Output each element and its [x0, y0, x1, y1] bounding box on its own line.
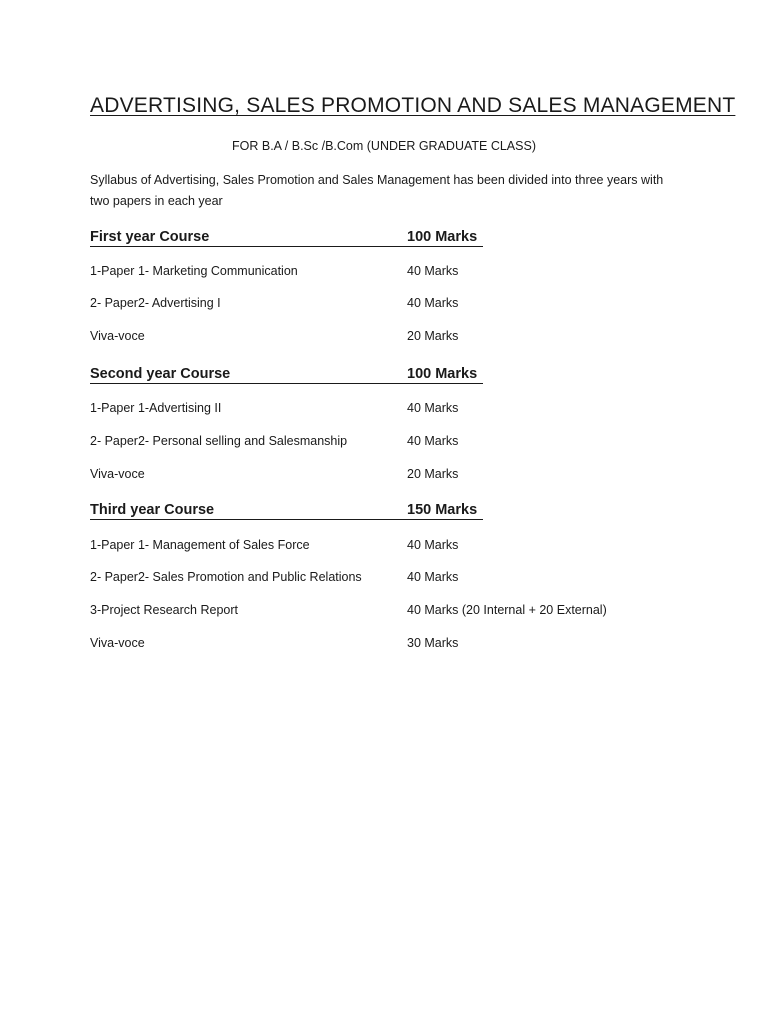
- course-marks: 20 Marks: [407, 467, 459, 481]
- course-row: [90, 570, 690, 588]
- section-marks: 150 Marks: [407, 502, 478, 518]
- course-marks: 40 Marks: [407, 264, 459, 278]
- course-marks: 40 Marks: [407, 570, 459, 584]
- course-row: [90, 636, 690, 654]
- course-name: 2- Paper2- Personal selling and Salesmanship: [90, 434, 348, 448]
- course-name: 2- Paper2- Sales Promotion and Public Relations: [90, 570, 362, 584]
- intro-paragraph: [90, 170, 690, 212]
- course-name: Viva-voce: [90, 467, 145, 481]
- course-name: Viva-voce: [90, 636, 145, 650]
- section-name: Third year Course: [90, 502, 215, 518]
- course-name: 1-Paper 1- Management of Sales Force: [90, 538, 310, 552]
- course-marks: 20 Marks: [407, 329, 459, 343]
- course-marks: 40 Marks: [407, 538, 459, 552]
- course-name: 2- Paper2- Advertising I: [90, 296, 221, 310]
- course-name: 1-Paper 1-Advertising II: [90, 401, 222, 415]
- course-marks: 40 Marks (20 Internal + 20 External): [407, 603, 607, 617]
- course-row: [90, 434, 690, 452]
- intro-line: two papers in each year: [90, 194, 223, 208]
- document-title: ADVERTISING, SALES PROMOTION AND SALES MANAGEMENT: [90, 94, 736, 117]
- course-row: [90, 329, 690, 347]
- section-marks: 100 Marks: [407, 366, 478, 382]
- course-row: [90, 264, 690, 282]
- course-name: 1-Paper 1- Marketing Communication: [90, 264, 298, 278]
- section-marks: 100 Marks: [407, 229, 478, 245]
- course-row: [90, 603, 690, 621]
- course-row: [90, 401, 690, 419]
- course-row: [90, 538, 690, 556]
- course-name: Viva-voce: [90, 329, 145, 343]
- course-marks: 40 Marks: [407, 401, 459, 415]
- course-marks: 30 Marks: [407, 636, 459, 650]
- course-marks: 40 Marks: [407, 296, 459, 310]
- course-marks: 40 Marks: [407, 434, 459, 448]
- section-name: Second year Course: [90, 366, 231, 382]
- course-name: 3-Project Research Report: [90, 603, 238, 617]
- section-heading-first-year: [90, 226, 483, 247]
- section-heading-third-year: [90, 499, 483, 520]
- section-heading-second-year: [90, 363, 483, 384]
- document-subtitle: FOR B.A / B.Sc /B.Com (UNDER GRADUATE CLASS): [232, 139, 536, 153]
- section-name: First year Course: [90, 229, 210, 245]
- intro-line: Syllabus of Advertising, Sales Promotion and Sales Management has been divided into three years with: [90, 173, 664, 187]
- course-row: [90, 296, 690, 314]
- course-row: [90, 467, 690, 485]
